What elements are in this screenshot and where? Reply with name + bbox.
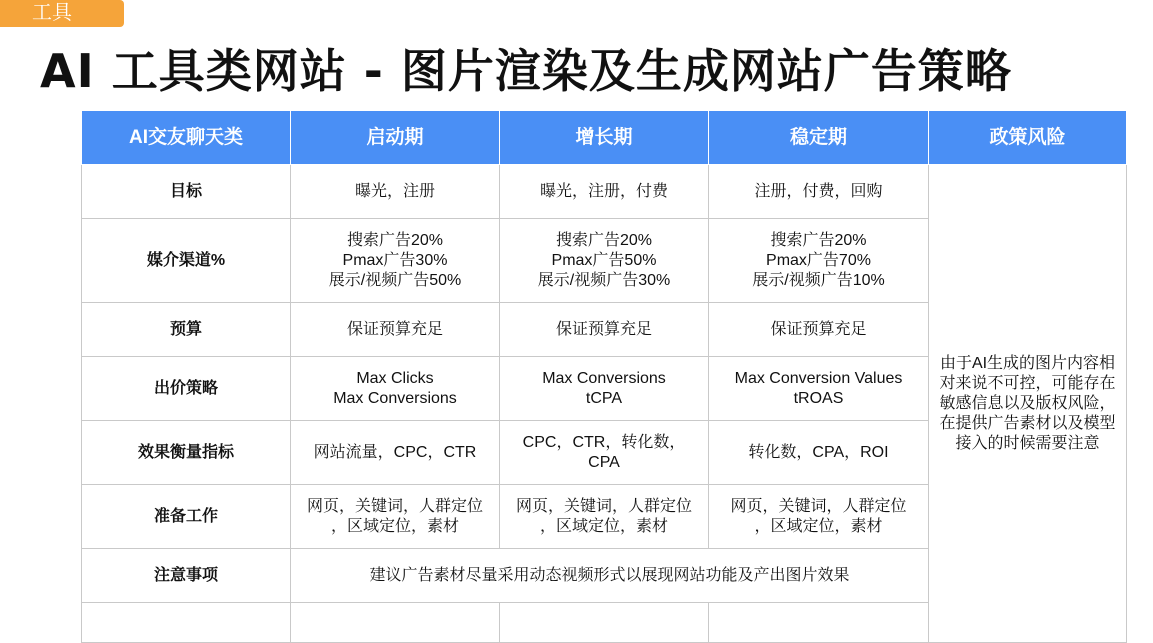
cell-line: Pmax广告70% <box>766 251 871 269</box>
cell-line: 展示/视频广告30% <box>537 271 671 289</box>
row-label-preparation: 准备工作 <box>82 485 291 549</box>
table-row <box>82 165 1127 219</box>
cell-line: 曝光，注册 <box>354 182 435 200</box>
header-policy-risk: 政策风险 <box>929 111 1127 165</box>
header-category: AI交友聊天类 <box>82 111 291 165</box>
table-cell <box>500 357 709 421</box>
table-cell <box>291 603 500 643</box>
cell-line: CPA <box>588 453 620 471</box>
cell-line: Pmax广告50% <box>551 251 657 269</box>
table-cell <box>291 165 500 219</box>
cell-line: 曝光，注册，付费 <box>539 182 668 200</box>
table-cell <box>291 421 500 485</box>
strategy-table <box>81 110 1127 643</box>
cell-line: CPC，CTR，转化数， <box>522 433 686 451</box>
row-label-notes: 注意事项 <box>82 549 291 603</box>
cell-line: ，区域定位，素材 <box>754 517 883 535</box>
row-label-media-channel: 媒介渠道% <box>82 219 291 303</box>
table-cell <box>709 357 929 421</box>
cell-line: tCPA <box>585 389 623 407</box>
table-cell <box>500 303 709 357</box>
header-stable-phase: 稳定期 <box>709 111 929 165</box>
row-label-goal: 目标 <box>82 165 291 219</box>
cell-line: 展示/视频广告50% <box>328 271 462 289</box>
table-cell <box>500 421 709 485</box>
cell-line: 网页，关键词，人群定位 <box>306 497 483 515</box>
cell-line: 网页，关键词，人群定位 <box>730 497 907 515</box>
cell-line: 保证预算充足 <box>346 320 443 338</box>
cell-line: 保证预算充足 <box>770 320 867 338</box>
cell-line: Max Conversions <box>333 389 457 407</box>
cell-line: Max Conversions <box>542 369 666 387</box>
table-cell <box>291 303 500 357</box>
cell-line: 搜索广告20% <box>770 231 867 249</box>
table-cell <box>709 421 929 485</box>
table-cell <box>291 357 500 421</box>
cell-line: Max Clicks <box>356 369 434 387</box>
page-title: AI 工具类网站 - 图片渲染及生成网站广告策略 <box>40 44 1012 98</box>
category-tag: 工具 <box>0 0 124 27</box>
cell-line: ，区域定位，素材 <box>330 517 459 535</box>
table-cell <box>500 219 709 303</box>
table-header-row <box>82 111 1127 165</box>
policy-risk-cell: 由于AI生成的图片内容相对来说不可控，可能存在敏感信息以及版权风险，在提供广告素材以及模型接入的时候需要注意 <box>929 165 1127 643</box>
table-cell <box>291 485 500 549</box>
header-growth-phase: 增长期 <box>500 111 709 165</box>
cell-line: Pmax广告30% <box>342 251 448 269</box>
cell-line: 网站流量，CPC，CTR <box>313 443 477 461</box>
table-cell <box>709 219 929 303</box>
table-cell <box>500 485 709 549</box>
cell-line: 转化数，CPA，ROI <box>748 443 889 461</box>
cell-line: 网页，关键词，人群定位 <box>515 497 692 515</box>
notes-cell: 建议广告素材尽量采用动态视频形式以展现网站功能及产出图片效果 <box>291 549 929 603</box>
table-cell <box>500 165 709 219</box>
cell-line: Max Conversion Values <box>734 369 903 387</box>
table-cell <box>291 219 500 303</box>
table-cell <box>709 303 929 357</box>
row-label-budget: 预算 <box>82 303 291 357</box>
cell-line: 注册，付费，回购 <box>754 182 883 200</box>
table-cell <box>82 603 291 643</box>
table-cell <box>500 603 709 643</box>
cell-line: 展示/视频广告10% <box>752 271 885 289</box>
table-cell <box>709 165 929 219</box>
row-label-bidding: 出价策略 <box>82 357 291 421</box>
header-launch-phase: 启动期 <box>291 111 500 165</box>
table-cell <box>709 485 929 549</box>
cell-line: tROAS <box>793 389 844 407</box>
table-cell <box>709 603 929 643</box>
cell-line: 搜索广告20% <box>346 231 444 249</box>
cell-line: 保证预算充足 <box>555 320 652 338</box>
cell-line: 搜索广告20% <box>555 231 653 249</box>
cell-line: ，区域定位，素材 <box>539 517 668 535</box>
row-label-metrics: 效果衡量指标 <box>82 421 291 485</box>
